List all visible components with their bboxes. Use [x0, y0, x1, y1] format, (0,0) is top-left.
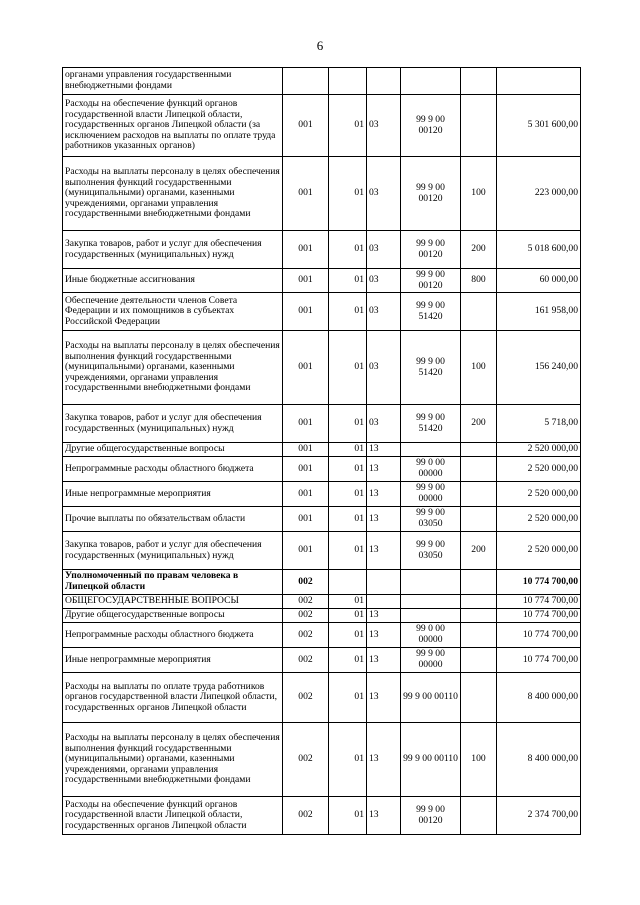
expense-type-cell	[461, 293, 497, 331]
ministry-code-cell: 001	[283, 95, 329, 157]
expense-type-cell: 100	[461, 723, 497, 797]
amount-cell: 10 774 700,00	[497, 595, 581, 609]
amount-cell: 8 400 000,00	[497, 723, 581, 797]
amount-cell: 10 774 700,00	[497, 609, 581, 623]
section-code-cell: 01	[329, 797, 367, 835]
item-name-cell: Обеспечение деятельности членов Совета Федерации и их помощников в субъектах Российской Федерации	[63, 293, 283, 331]
section-code-cell: 01	[329, 457, 367, 482]
target-article-cell: 99 9 00 00120	[401, 231, 461, 269]
expense-type-cell	[461, 797, 497, 835]
subsection-code-cell: 13	[367, 797, 401, 835]
subsection-code-cell: 13	[367, 609, 401, 623]
expense-type-cell	[461, 595, 497, 609]
ministry-code-cell: 001	[283, 231, 329, 269]
subsection-code-cell: 13	[367, 532, 401, 570]
amount-cell: 10 774 700,00	[497, 623, 581, 648]
item-name-cell: Расходы на выплаты по оплате труда работников органов государственной власти Липецкой области, государственных органов Липецкой области	[63, 673, 283, 723]
ministry-code-cell: 001	[283, 482, 329, 507]
table-row	[63, 405, 581, 443]
section-code-cell: 01	[329, 331, 367, 405]
table-row	[63, 293, 581, 331]
amount-cell: 2 520 000,00	[497, 482, 581, 507]
item-name-cell: Другие общегосударственные вопросы	[63, 443, 283, 457]
target-article-cell	[401, 68, 461, 95]
target-article-cell	[401, 595, 461, 609]
ministry-code-cell: 001	[283, 507, 329, 532]
table-row	[63, 507, 581, 532]
expense-type-cell: 200	[461, 405, 497, 443]
subsection-code-cell: 03	[367, 405, 401, 443]
target-article-cell: 99 9 00 00120	[401, 797, 461, 835]
amount-cell: 161 958,00	[497, 293, 581, 331]
ministry-code-cell: 001	[283, 532, 329, 570]
table-row	[63, 443, 581, 457]
section-code-cell: 01	[329, 293, 367, 331]
table-row	[63, 595, 581, 609]
table-row	[63, 457, 581, 482]
target-article-cell: 99 9 00 00120	[401, 157, 461, 231]
table-row	[63, 95, 581, 157]
table-row	[63, 157, 581, 231]
section-code-cell: 01	[329, 648, 367, 673]
ministry-code-cell: 002	[283, 570, 329, 595]
ministry-code-cell	[283, 68, 329, 95]
amount-cell: 2 520 000,00	[497, 443, 581, 457]
table-row	[63, 482, 581, 507]
target-article-cell: 99 9 00 51420	[401, 293, 461, 331]
item-name-cell: Расходы на выплаты персоналу в целях обеспечения выполнения функций государственными (муниципальными) органами, казенными учреждениями, органами управления государственными внебюджетными фондами	[63, 331, 283, 405]
item-name-cell: Расходы на выплаты персоналу в целях обеспечения выполнения функций государственными (муниципальными) органами, казенными учреждениями, органами управления государственными внебюджетными фондами	[63, 723, 283, 797]
section-code-cell: 01	[329, 443, 367, 457]
ministry-code-cell: 001	[283, 293, 329, 331]
amount-cell: 5 018 600,00	[497, 231, 581, 269]
expense-type-cell: 100	[461, 331, 497, 405]
section-code-cell: 01	[329, 95, 367, 157]
expense-type-cell	[461, 609, 497, 623]
table-row	[63, 648, 581, 673]
item-name-cell: Иные непрограммные мероприятия	[63, 648, 283, 673]
ministry-code-cell: 001	[283, 457, 329, 482]
ministry-code-cell: 002	[283, 673, 329, 723]
section-code-cell: 01	[329, 723, 367, 797]
ministry-code-cell: 001	[283, 405, 329, 443]
target-article-cell: 99 9 00 51420	[401, 331, 461, 405]
expense-type-cell	[461, 482, 497, 507]
target-article-cell: 99 9 00 00120	[401, 95, 461, 157]
item-name-cell: Непрограммные расходы областного бюджета	[63, 623, 283, 648]
subsection-code-cell: 13	[367, 457, 401, 482]
expense-type-cell	[461, 95, 497, 157]
ministry-code-cell: 002	[283, 723, 329, 797]
item-name-cell: ОБЩЕГОСУДАРСТВЕННЫЕ ВОПРОСЫ	[63, 595, 283, 609]
section-code-cell: 01	[329, 269, 367, 293]
budget-table-body	[63, 68, 581, 835]
subsection-code-cell: 13	[367, 648, 401, 673]
page-number: 6	[316, 38, 324, 53]
subsection-code-cell: 03	[367, 231, 401, 269]
expense-type-cell	[461, 443, 497, 457]
subsection-code-cell: 13	[367, 507, 401, 532]
expense-type-cell	[461, 570, 497, 595]
ministry-code-cell: 002	[283, 623, 329, 648]
table-row	[63, 609, 581, 623]
amount-cell: 2 374 700,00	[497, 797, 581, 835]
section-code-cell: 01	[329, 157, 367, 231]
amount-cell: 5 718,00	[497, 405, 581, 443]
target-article-cell	[401, 443, 461, 457]
item-name-cell: Иные непрограммные мероприятия	[63, 482, 283, 507]
ministry-code-cell: 001	[283, 443, 329, 457]
section-code-cell: 01	[329, 532, 367, 570]
expense-type-cell	[461, 507, 497, 532]
item-name-cell: Иные бюджетные ассигнования	[63, 269, 283, 293]
item-name-cell: Другие общегосударственные вопросы	[63, 609, 283, 623]
subsection-code-cell	[367, 570, 401, 595]
budget-table	[62, 67, 581, 835]
item-name-cell: Закупка товаров, работ и услуг для обеспечения государственных (муниципальных) нужд	[63, 532, 283, 570]
target-article-cell: 99 0 00 00000	[401, 457, 461, 482]
ministry-code-cell: 002	[283, 609, 329, 623]
section-code-cell: 01	[329, 623, 367, 648]
subsection-code-cell: 03	[367, 269, 401, 293]
section-code-cell: 01	[329, 405, 367, 443]
item-name-cell: органами управления государственными внебюджетными фондами	[63, 68, 283, 95]
subsection-code-cell: 03	[367, 95, 401, 157]
expense-type-cell	[461, 648, 497, 673]
target-article-cell: 99 9 00 00000	[401, 648, 461, 673]
section-code-cell: 01	[329, 609, 367, 623]
table-row	[63, 673, 581, 723]
subsection-code-cell: 03	[367, 157, 401, 231]
item-name-cell: Закупка товаров, работ и услуг для обеспечения государственных (муниципальных) нужд	[63, 231, 283, 269]
section-code-cell: 01	[329, 507, 367, 532]
item-name-cell: Непрограммные расходы областного бюджета	[63, 457, 283, 482]
table-row	[63, 269, 581, 293]
amount-cell: 2 520 000,00	[497, 532, 581, 570]
amount-cell: 156 240,00	[497, 331, 581, 405]
target-article-cell: 99 9 00 00000	[401, 482, 461, 507]
ministry-code-cell: 001	[283, 269, 329, 293]
table-row	[63, 797, 581, 835]
item-name-cell: Уполномоченный по правам человека в Липецкой области	[63, 570, 283, 595]
subsection-code-cell	[367, 595, 401, 609]
ministry-code-cell: 001	[283, 331, 329, 405]
expense-type-cell	[461, 623, 497, 648]
table-row	[63, 68, 581, 95]
item-name-cell: Расходы на обеспечение функций органов государственной власти Липецкой области, государственных органов Липецкой области	[63, 797, 283, 835]
item-name-cell: Прочие выплаты по обязательствам области	[63, 507, 283, 532]
ministry-code-cell: 001	[283, 157, 329, 231]
target-article-cell	[401, 570, 461, 595]
amount-cell: 10 774 700,00	[497, 648, 581, 673]
subsection-code-cell	[367, 68, 401, 95]
expense-type-cell: 800	[461, 269, 497, 293]
amount-cell: 2 520 000,00	[497, 457, 581, 482]
target-article-cell: 99 9 00 00110	[401, 673, 461, 723]
expense-type-cell: 200	[461, 231, 497, 269]
section-code-cell	[329, 68, 367, 95]
table-row	[63, 532, 581, 570]
section-code-cell: 01	[329, 673, 367, 723]
amount-cell: 5 301 600,00	[497, 95, 581, 157]
subsection-code-cell: 13	[367, 482, 401, 507]
expense-type-cell	[461, 68, 497, 95]
subsection-code-cell: 13	[367, 673, 401, 723]
item-name-cell: Расходы на выплаты персоналу в целях обеспечения выполнения функций государственными (муниципальными) органами, казенными учреждениями, органами управления государственными внебюджетными фондами	[63, 157, 283, 231]
table-row	[63, 723, 581, 797]
expense-type-cell: 100	[461, 157, 497, 231]
item-name-cell: Расходы на обеспечение функций органов государственной власти Липецкой области, государственных органов Липецкой области (за исключением расходов на выплаты по оплате труда работников указанных органов)	[63, 95, 283, 157]
section-code-cell: 01	[329, 482, 367, 507]
subsection-code-cell: 03	[367, 293, 401, 331]
ministry-code-cell: 002	[283, 797, 329, 835]
ministry-code-cell: 002	[283, 648, 329, 673]
expense-type-cell: 200	[461, 532, 497, 570]
target-article-cell: 99 0 00 00000	[401, 623, 461, 648]
expense-type-cell	[461, 673, 497, 723]
section-code-cell: 01	[329, 595, 367, 609]
subsection-code-cell: 13	[367, 443, 401, 457]
ministry-code-cell: 002	[283, 595, 329, 609]
target-article-cell: 99 9 00 03050	[401, 507, 461, 532]
amount-cell: 8 400 000,00	[497, 673, 581, 723]
target-article-cell: 99 9 00 51420	[401, 405, 461, 443]
amount-cell: 223 000,00	[497, 157, 581, 231]
amount-cell: 60 000,00	[497, 269, 581, 293]
subsection-code-cell: 13	[367, 723, 401, 797]
expense-type-cell	[461, 457, 497, 482]
item-name-cell: Закупка товаров, работ и услуг для обеспечения государственных (муниципальных) нужд	[63, 405, 283, 443]
subsection-code-cell: 13	[367, 623, 401, 648]
target-article-cell	[401, 609, 461, 623]
amount-cell	[497, 68, 581, 95]
amount-cell: 2 520 000,00	[497, 507, 581, 532]
target-article-cell: 99 9 00 00110	[401, 723, 461, 797]
section-code-cell	[329, 570, 367, 595]
table-row	[63, 623, 581, 648]
subsection-code-cell: 03	[367, 331, 401, 405]
section-code-cell: 01	[329, 231, 367, 269]
target-article-cell: 99 9 00 00120	[401, 269, 461, 293]
table-row	[63, 231, 581, 269]
table-row	[63, 331, 581, 405]
amount-cell: 10 774 700,00	[497, 570, 581, 595]
table-row	[63, 570, 581, 595]
target-article-cell: 99 9 00 03050	[401, 532, 461, 570]
